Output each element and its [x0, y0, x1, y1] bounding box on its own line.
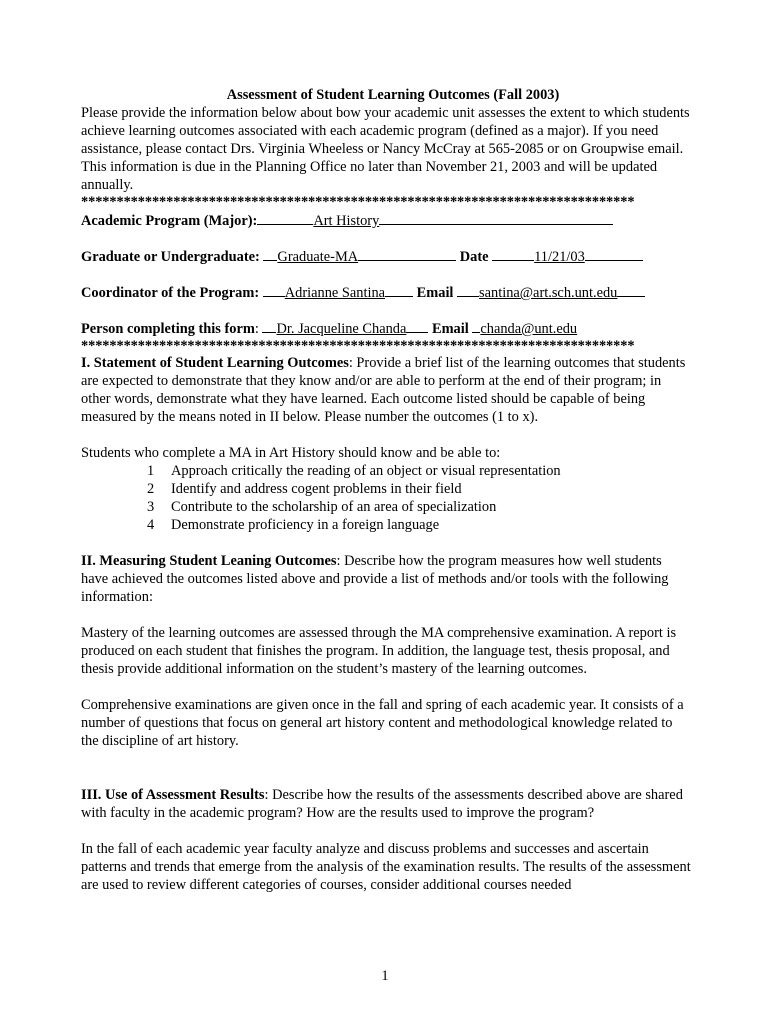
page-number: 1 — [381, 968, 389, 984]
section-2-heading: II. Measuring Student Leaning Outcomes — [81, 553, 337, 569]
level-field — [81, 248, 691, 266]
date-label: Date — [459, 249, 489, 265]
person-label: Person completing this form — [81, 321, 255, 337]
coordinator-email-value: santina@art.sch.unt.edu — [479, 285, 618, 301]
section-1-text: : Provide a brief list of the learning outcomes that students are expected to demonstrate that they know and/or are able to perform at the end of their program; in other words, demonstrate what they have learned. Each outcome listed should be capable of being measured by the means noted in II below. Please number the outcomes (1 to x). — [81, 355, 686, 425]
section-1-heading: I. Statement of Student Learning Outcomes — [81, 355, 349, 371]
level-label: Graduate or Undergraduate: — [81, 249, 260, 265]
section-3-paragraph-1: In the fall of each academic year faculty analyze and discuss problems and successes and ascertain patterns and trends that emerge from the analysis of the examination results. The results of the assessment are used to review different categories of courses, consider additional courses needed — [81, 841, 691, 893]
document-page — [81, 86, 691, 894]
list-item: 4 Demonstrate proficiency in a foreign language — [147, 517, 440, 533]
separator-line: ****************************************************************************** — [81, 338, 635, 354]
program-field — [81, 212, 691, 230]
person-value: Dr. Jacqueline Chanda — [276, 321, 407, 337]
document-title: Assessment of Student Learning Outcomes (Fall 2003) — [226, 87, 560, 103]
section-2-paragraph-2: Comprehensive examinations are given once in the fall and spring of each academic year. It consists of a number of questions that focus on general art history content and methodological knowledge related to the discipline of art history. — [81, 697, 684, 749]
section-2-paragraph-1: Mastery of the learning outcomes are assessed through the MA comprehensive examination. A report is produced on each student that finishes the program. In addition, the language test, thesis proposal, and thesis provide additional information on the student’s mastery of the learning outcomes. — [81, 625, 677, 677]
list-item: 3 Contribute to the scholarship of an area of specialization — [147, 499, 497, 515]
person-email-label: Email — [431, 321, 469, 337]
list-item: 1 Approach critically the reading of an object or visual representation — [147, 463, 561, 479]
intro-paragraph: Please provide the information below about bow your academic unit assesses the extent to which students achieve learning outcomes associated with each academic program (defined as a major). If you need assistance, please contact Drs. Virginia Wheeless or Nancy McCray at 565-2085 or on Groupwise email. This information is due in the Planning Office no later than November 21, 2003 and will be updated annually. — [81, 105, 690, 193]
person-email-value: chanda@unt.edu — [480, 321, 578, 337]
coordinator-field — [81, 284, 691, 302]
separator-line: ****************************************************************************** — [81, 194, 635, 210]
level-value: Graduate-MA — [277, 249, 359, 265]
program-label: Academic Program (Major): — [81, 213, 258, 229]
section-3-text: : Describe how the results of the assessments described above are shared with faculty in the academic program? How are the results used to improve the program? — [81, 787, 683, 821]
person-field: Person completing this form: Dr. Jacqueline Chanda Email chanda@unt.edu — [81, 321, 578, 337]
section-1 — [81, 354, 691, 426]
program-value: Art History — [313, 213, 380, 229]
coordinator-email-label: Email — [416, 285, 454, 301]
outcomes-lead: Students who complete a MA in Art History should know and be able to: — [81, 445, 501, 461]
date-value: 11/21/03 — [534, 249, 585, 265]
section-3-heading: III. Use of Assessment Results — [81, 787, 265, 803]
section-2 — [81, 552, 691, 606]
section-2-text: : Describe how the program measures how well students have achieved the outcomes listed above and provide a list of methods and/or tools with the following information: — [81, 553, 669, 605]
coordinator-label: Coordinator of the Program: — [81, 285, 260, 301]
coordinator-value: Adrianne Santina — [284, 285, 386, 301]
list-item: 2 Identify and address cogent problems in their field — [147, 481, 462, 497]
section-3 — [81, 786, 691, 822]
outcomes-list — [81, 462, 691, 534]
